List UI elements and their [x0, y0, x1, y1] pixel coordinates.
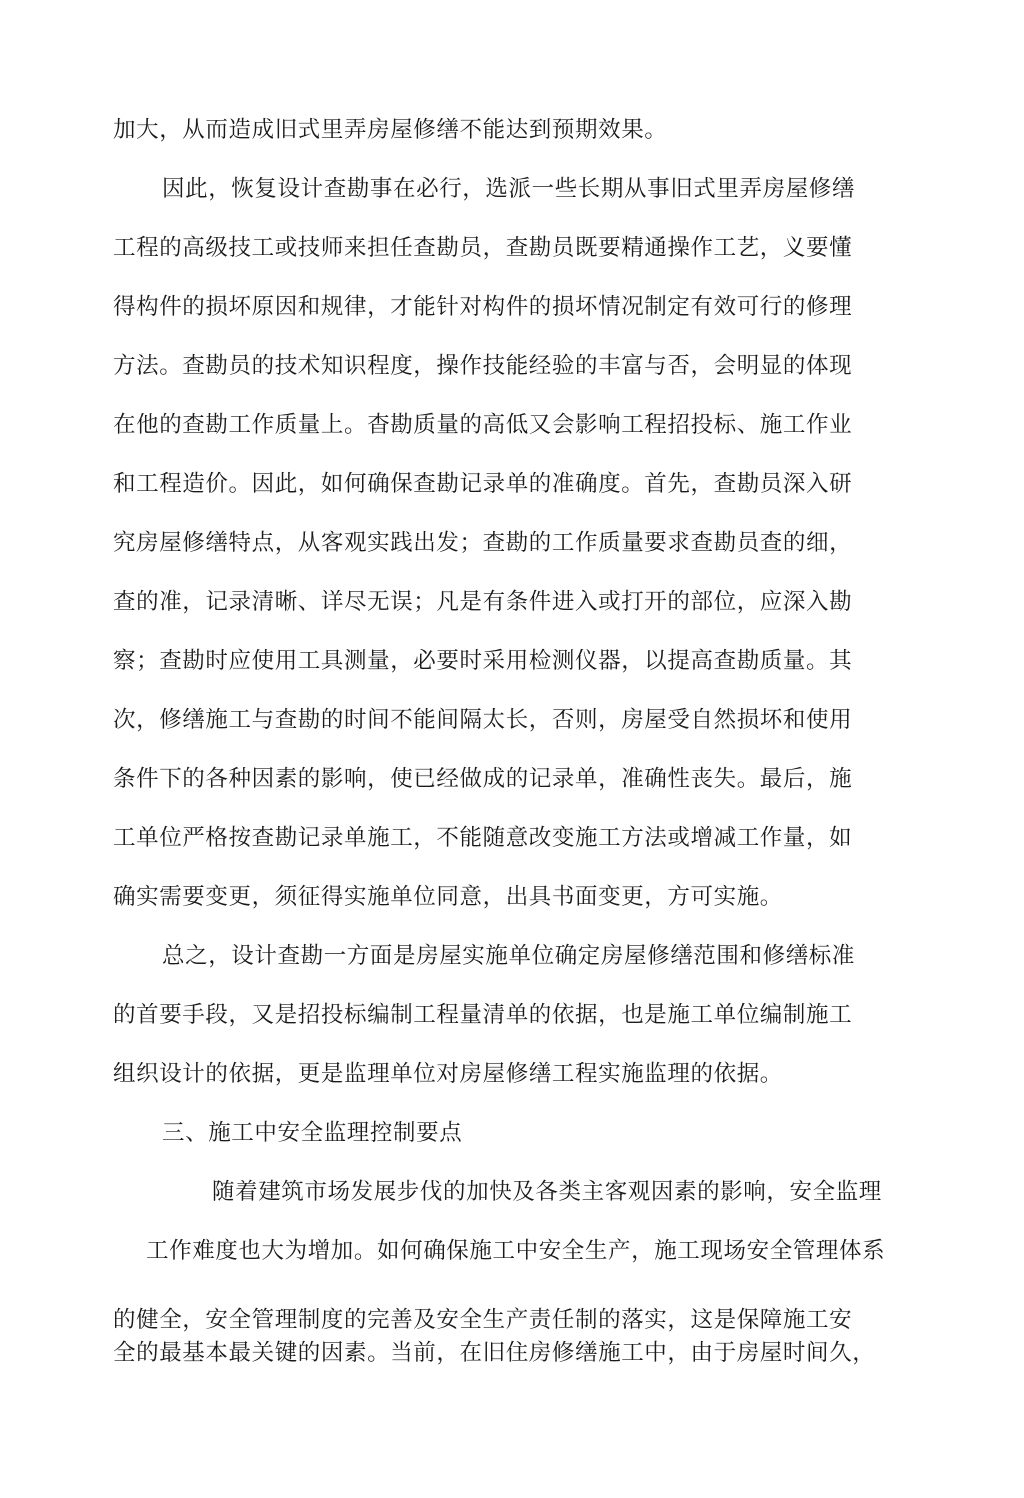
text-line: 的首要手段，又是招投标编制工程量清单的依据，也是施工单位编制施工	[113, 1002, 853, 1028]
text-line: 在他的查勘工作质量上。杳勘质量的高低又会影响工程招投标、施工作业	[113, 412, 853, 438]
text-line: 组织设计的依据，更是监理单位对房屋修缮工程实施监理的依据。	[113, 1061, 783, 1087]
text-line: 确实需要变更，须征得实施单位同意，出具书面变更，方可实施。	[113, 884, 783, 910]
text-line: 查的准，记录清晰、详尽无误；凡是有条件进入或打开的部位，应深入勘	[113, 589, 853, 615]
paragraph-first-line: 随着建筑市场发展步伐的加快及各类主客观因素的影响，安全监理	[212, 1179, 882, 1205]
section-heading: 三、施工中安全监理控制要点	[162, 1120, 463, 1146]
text-line: 究房屋修缮特点，从客观实践出发；查勘的工作质量要求查勘员查的细，	[113, 530, 853, 556]
text-line: 加大，从而造成旧式里弄房屋修缮不能达到预期效果。	[113, 117, 668, 143]
text-line: 方法。查勘员的技术知识程度，操作技能经验的丰富与否，会明显的体现	[113, 353, 853, 379]
text-line: 工单位严格按查勘记录单施工，不能随意改变施工方法或增减工作量，如	[113, 825, 853, 851]
text-line: 工作难度也大为增加。如何确保施工中安全生产，施工现场安全管理体系	[146, 1238, 886, 1264]
text-line: 和工程造价。因此，如何确保查勘记录单的准确度。首先，查勘员深入研	[113, 471, 853, 497]
text-line: 条件下的各种因素的影响，使已经做成的记录单，准确性丧失。最后，施	[113, 766, 853, 792]
text-line: 的健全，安全管理制度的完善及安全生产责任制的落实，这是保障施工安	[113, 1307, 853, 1333]
text-line: 次，修缮施工与查勘的时间不能间隔太长，否则，房屋受自然损坏和使用	[113, 707, 853, 733]
text-line: 得构件的损坏原因和规律，才能针对构件的损坏情况制定有效可行的修理	[113, 294, 853, 320]
text-line: 工程的高级技工或技师来担任查勘员，查勘员既要精通操作工艺，义要懂	[113, 235, 853, 261]
paragraph-first-line: 总之，设计查勘一方面是房屋实施单位确定房屋修缮范围和修缮标准	[162, 943, 856, 969]
text-line: 全的最基本最关键的因素。当前，在旧住房修缮施工中，由于房屋时间久，	[113, 1340, 876, 1366]
text-line: 察；查勘时应使用工具测量，必要时采用检测仪器，以提高查勘质量。其	[113, 648, 853, 674]
paragraph-first-line: 因此，恢复设计查勘事在必行，选派一些长期从事旧式里弄房屋修缮	[162, 176, 856, 202]
